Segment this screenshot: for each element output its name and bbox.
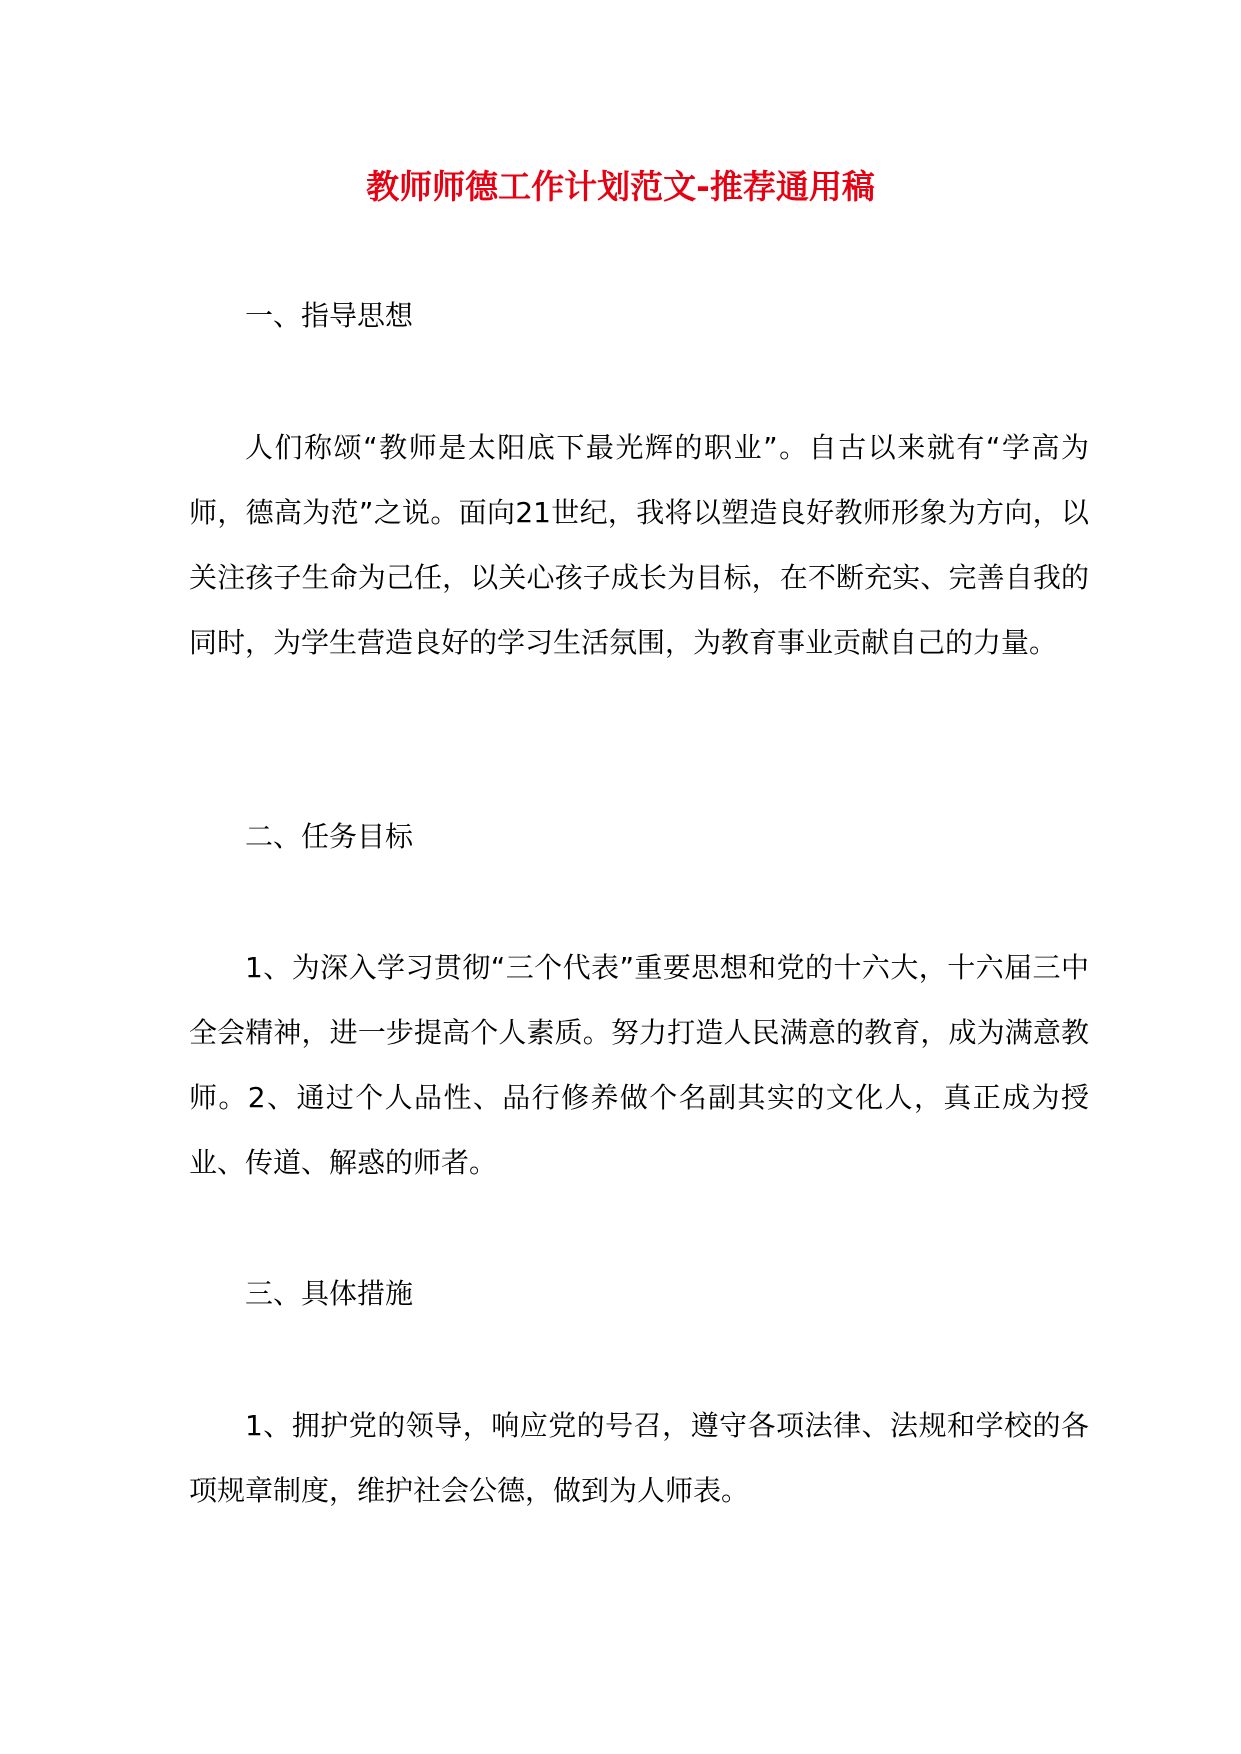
section-paragraph-guiding-ideology: 人们称颂“教师是太阳底下最光辉的职业”。自古以来就有“学高为师，德高为范”之说。面向21世纪，我将以塑造良好教师形象为方向，以关注孩子生命为己任，以关心孩子成长为目标，在不断充实、完善自我的同时，为学生营造良好的学习生活氛围，为教育事业贡献自己的力量。 [189,431,1089,659]
section-paragraph-task-goals: 1、为深入学习贯彻“三个代表”重要思想和党的十六大，十六届三中全会精神，进一步提高个人素质。努力打造人民满意的教育，成为满意教师。2、通过个人品性、品行修养做个名副其实的文化人，真正成为授业、传道、解惑的师者。 [189,951,1089,1179]
section-heading-measures: 三、具体措施 [245,1277,414,1310]
section-heading-task-goals: 二、任务目标 [245,820,414,853]
document-title: 教师师德工作计划范文-推荐通用稿 [366,167,875,206]
section-heading-guiding-ideology: 一、指导思想 [245,299,414,332]
section-paragraph-measures: 1、拥护党的领导，响应党的号召，遵守各项法律、法规和学校的各项规章制度，维护社会公德，做到为人师表。 [189,1409,1089,1507]
